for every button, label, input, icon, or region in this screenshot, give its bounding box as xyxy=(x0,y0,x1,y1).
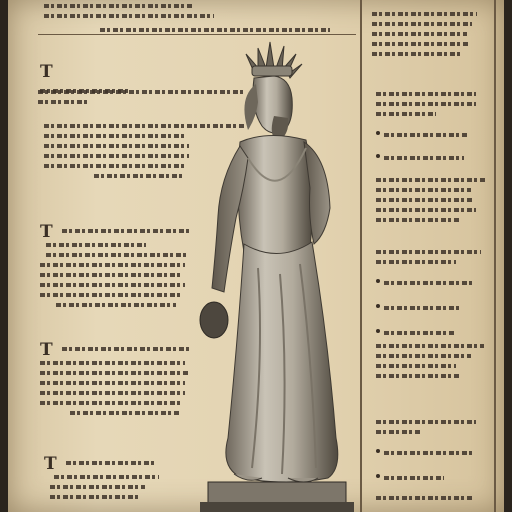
crown-icon xyxy=(246,42,302,78)
bullet-icon xyxy=(376,154,380,158)
bullet-icon xyxy=(376,449,380,453)
top-header-rule xyxy=(38,34,356,35)
right-paragraph-3 xyxy=(376,178,488,228)
right-paragraph-4 xyxy=(376,250,488,339)
document-page xyxy=(8,0,504,512)
statue-illustration xyxy=(178,38,368,512)
bullet-icon xyxy=(376,279,380,283)
drop-cap: T xyxy=(44,454,57,474)
drop-cap: T xyxy=(40,62,53,82)
right-border-rule xyxy=(494,0,496,512)
bullet-icon xyxy=(376,329,380,333)
drop-cap: T xyxy=(40,340,53,360)
right-paragraph-5 xyxy=(376,344,488,384)
right-paragraph-2 xyxy=(376,92,486,164)
header-text xyxy=(44,4,224,24)
bullet-icon xyxy=(376,304,380,308)
left-paragraph-4 xyxy=(40,224,200,313)
right-paragraph-1 xyxy=(372,12,484,62)
header-subtitle xyxy=(100,28,330,32)
bullet-icon xyxy=(376,131,380,135)
left-paragraph-5 xyxy=(40,342,200,421)
right-paragraph-6 xyxy=(376,420,488,484)
left-paragraph-6 xyxy=(44,456,184,505)
bullet-icon xyxy=(376,474,380,478)
drop-cap: T xyxy=(40,222,53,242)
right-paragraph-7 xyxy=(376,496,488,506)
